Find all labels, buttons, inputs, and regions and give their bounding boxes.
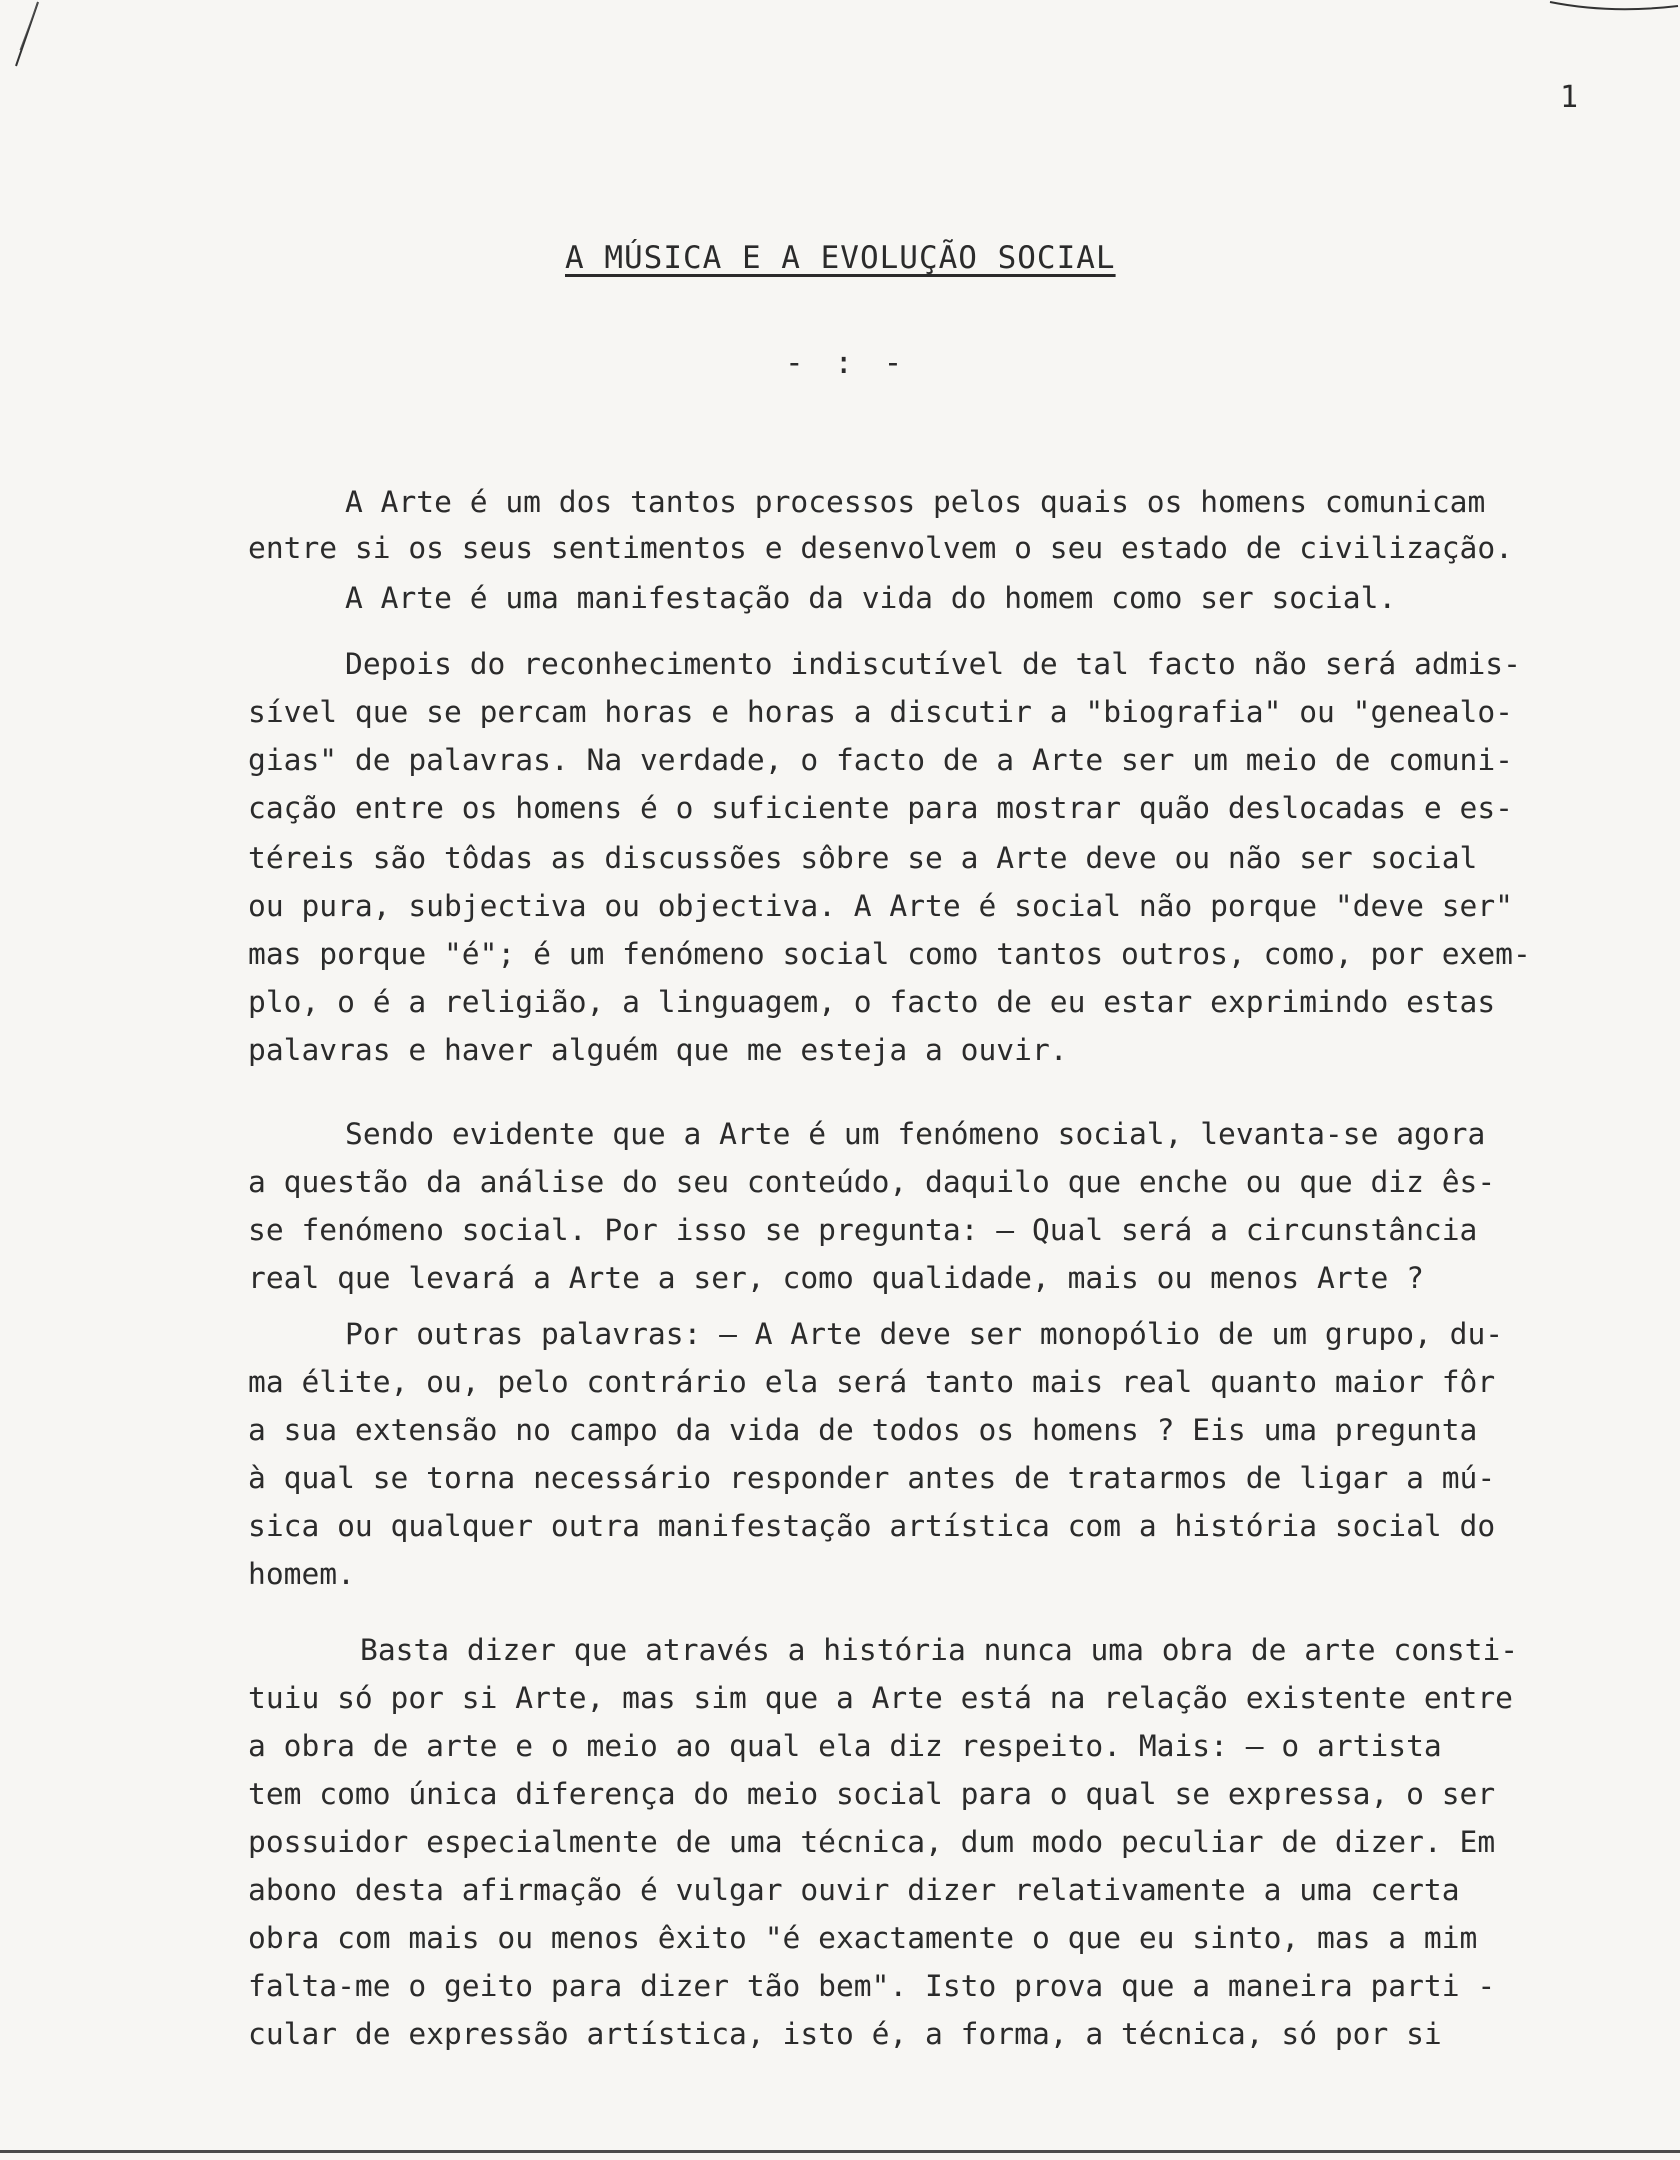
text-line: se fenómeno social. Por isso se pregunta: — Qual será a circunstância <box>248 1213 1478 1247</box>
text-line: A Arte é uma manifestação da vida do homem como ser social. <box>345 581 1397 615</box>
text-line: falta-me o geito para dizer tão bem". Isto prova que a maneira parti - <box>248 1969 1496 2003</box>
text-line: tuiu só por si Arte, mas sim que a Arte está na relação existente entre <box>248 1681 1514 1715</box>
text-line: a sua extensão no campo da vida de todos os homens ? Eis uma pregunta <box>248 1413 1478 1447</box>
text-line: A Arte é um dos tantos processos pelos quais os homens comunicam <box>345 485 1486 519</box>
text-line: à qual se torna necessário responder antes de tratarmos de ligar a mú- <box>248 1461 1496 1495</box>
text-line: Depois do reconhecimento indiscutível de tal facto não será admis- <box>345 647 1521 681</box>
text-line: cular de expressão artística, isto é, a forma, a técnica, só por si <box>248 2017 1442 2051</box>
bottom-edge-rule <box>0 2150 1680 2153</box>
title-separator: - : - <box>785 345 909 381</box>
text-line: Basta dizer que através a história nunca uma obra de arte consti- <box>360 1633 1519 1667</box>
text-line: homem. <box>248 1557 355 1591</box>
text-line: possuidor especialmente de uma técnica, dum modo peculiar de dizer. Em <box>248 1825 1496 1859</box>
text-line: cação entre os homens é o suficiente para mostrar quão deslocadas e es- <box>248 791 1514 825</box>
text-line: ou pura, subjectiva ou objectiva. A Arte é social não porque "deve ser" <box>248 889 1514 923</box>
document-title: A MÚSICA E A EVOLUÇÃO SOCIAL <box>565 240 1116 276</box>
page-number: 1 <box>1560 80 1579 115</box>
text-line: real que levará a Arte a ser, como qualidade, mais ou menos Arte ? <box>248 1261 1424 1295</box>
text-line: entre si os seus sentimentos e desenvolvem o seu estado de civilização. <box>248 531 1514 565</box>
text-line: Por outras palavras: — A Arte deve ser monopólio de um grupo, du- <box>345 1317 1504 1351</box>
text-line: mas porque "é"; é um fenómeno social como tantos outros, como, por exem- <box>248 937 1531 971</box>
text-line: gias" de palavras. Na verdade, o facto de a Arte ser um meio de comuni- <box>248 743 1514 777</box>
text-line: palavras e haver alguém que me esteja a ouvir. <box>248 1033 1068 1067</box>
pen-stroke-mark <box>8 0 48 70</box>
text-line: sica ou qualquer outra manifestação artística com a história social do <box>248 1509 1496 1543</box>
text-line: tem como única diferença do meio social para o qual se expressa, o ser <box>248 1777 1496 1811</box>
edge-scratch-mark <box>1540 0 1680 20</box>
text-line: a obra de arte e o meio ao qual ela diz respeito. Mais: — o artista <box>248 1729 1442 1763</box>
text-line: a questão da análise do seu conteúdo, daquilo que enche ou que diz ês- <box>248 1165 1496 1199</box>
text-line: téreis são tôdas as discussões sôbre se a Arte deve ou não ser social <box>248 841 1478 875</box>
text-line: plo, o é a religião, a linguagem, o facto de eu estar exprimindo estas <box>248 985 1496 1019</box>
text-line: obra com mais ou menos êxito "é exactamente o que eu sinto, mas a mim <box>248 1921 1478 1955</box>
text-line: Sendo evidente que a Arte é um fenómeno social, levanta-se agora <box>345 1117 1486 1151</box>
text-line: abono desta afirmação é vulgar ouvir dizer relativamente a uma certa <box>248 1873 1460 1907</box>
text-line: sível que se percam horas e horas a discutir a "biografia" ou "genealo- <box>248 695 1514 729</box>
text-line: ma élite, ou, pelo contrário ela será tanto mais real quanto maior fôr <box>248 1365 1496 1399</box>
